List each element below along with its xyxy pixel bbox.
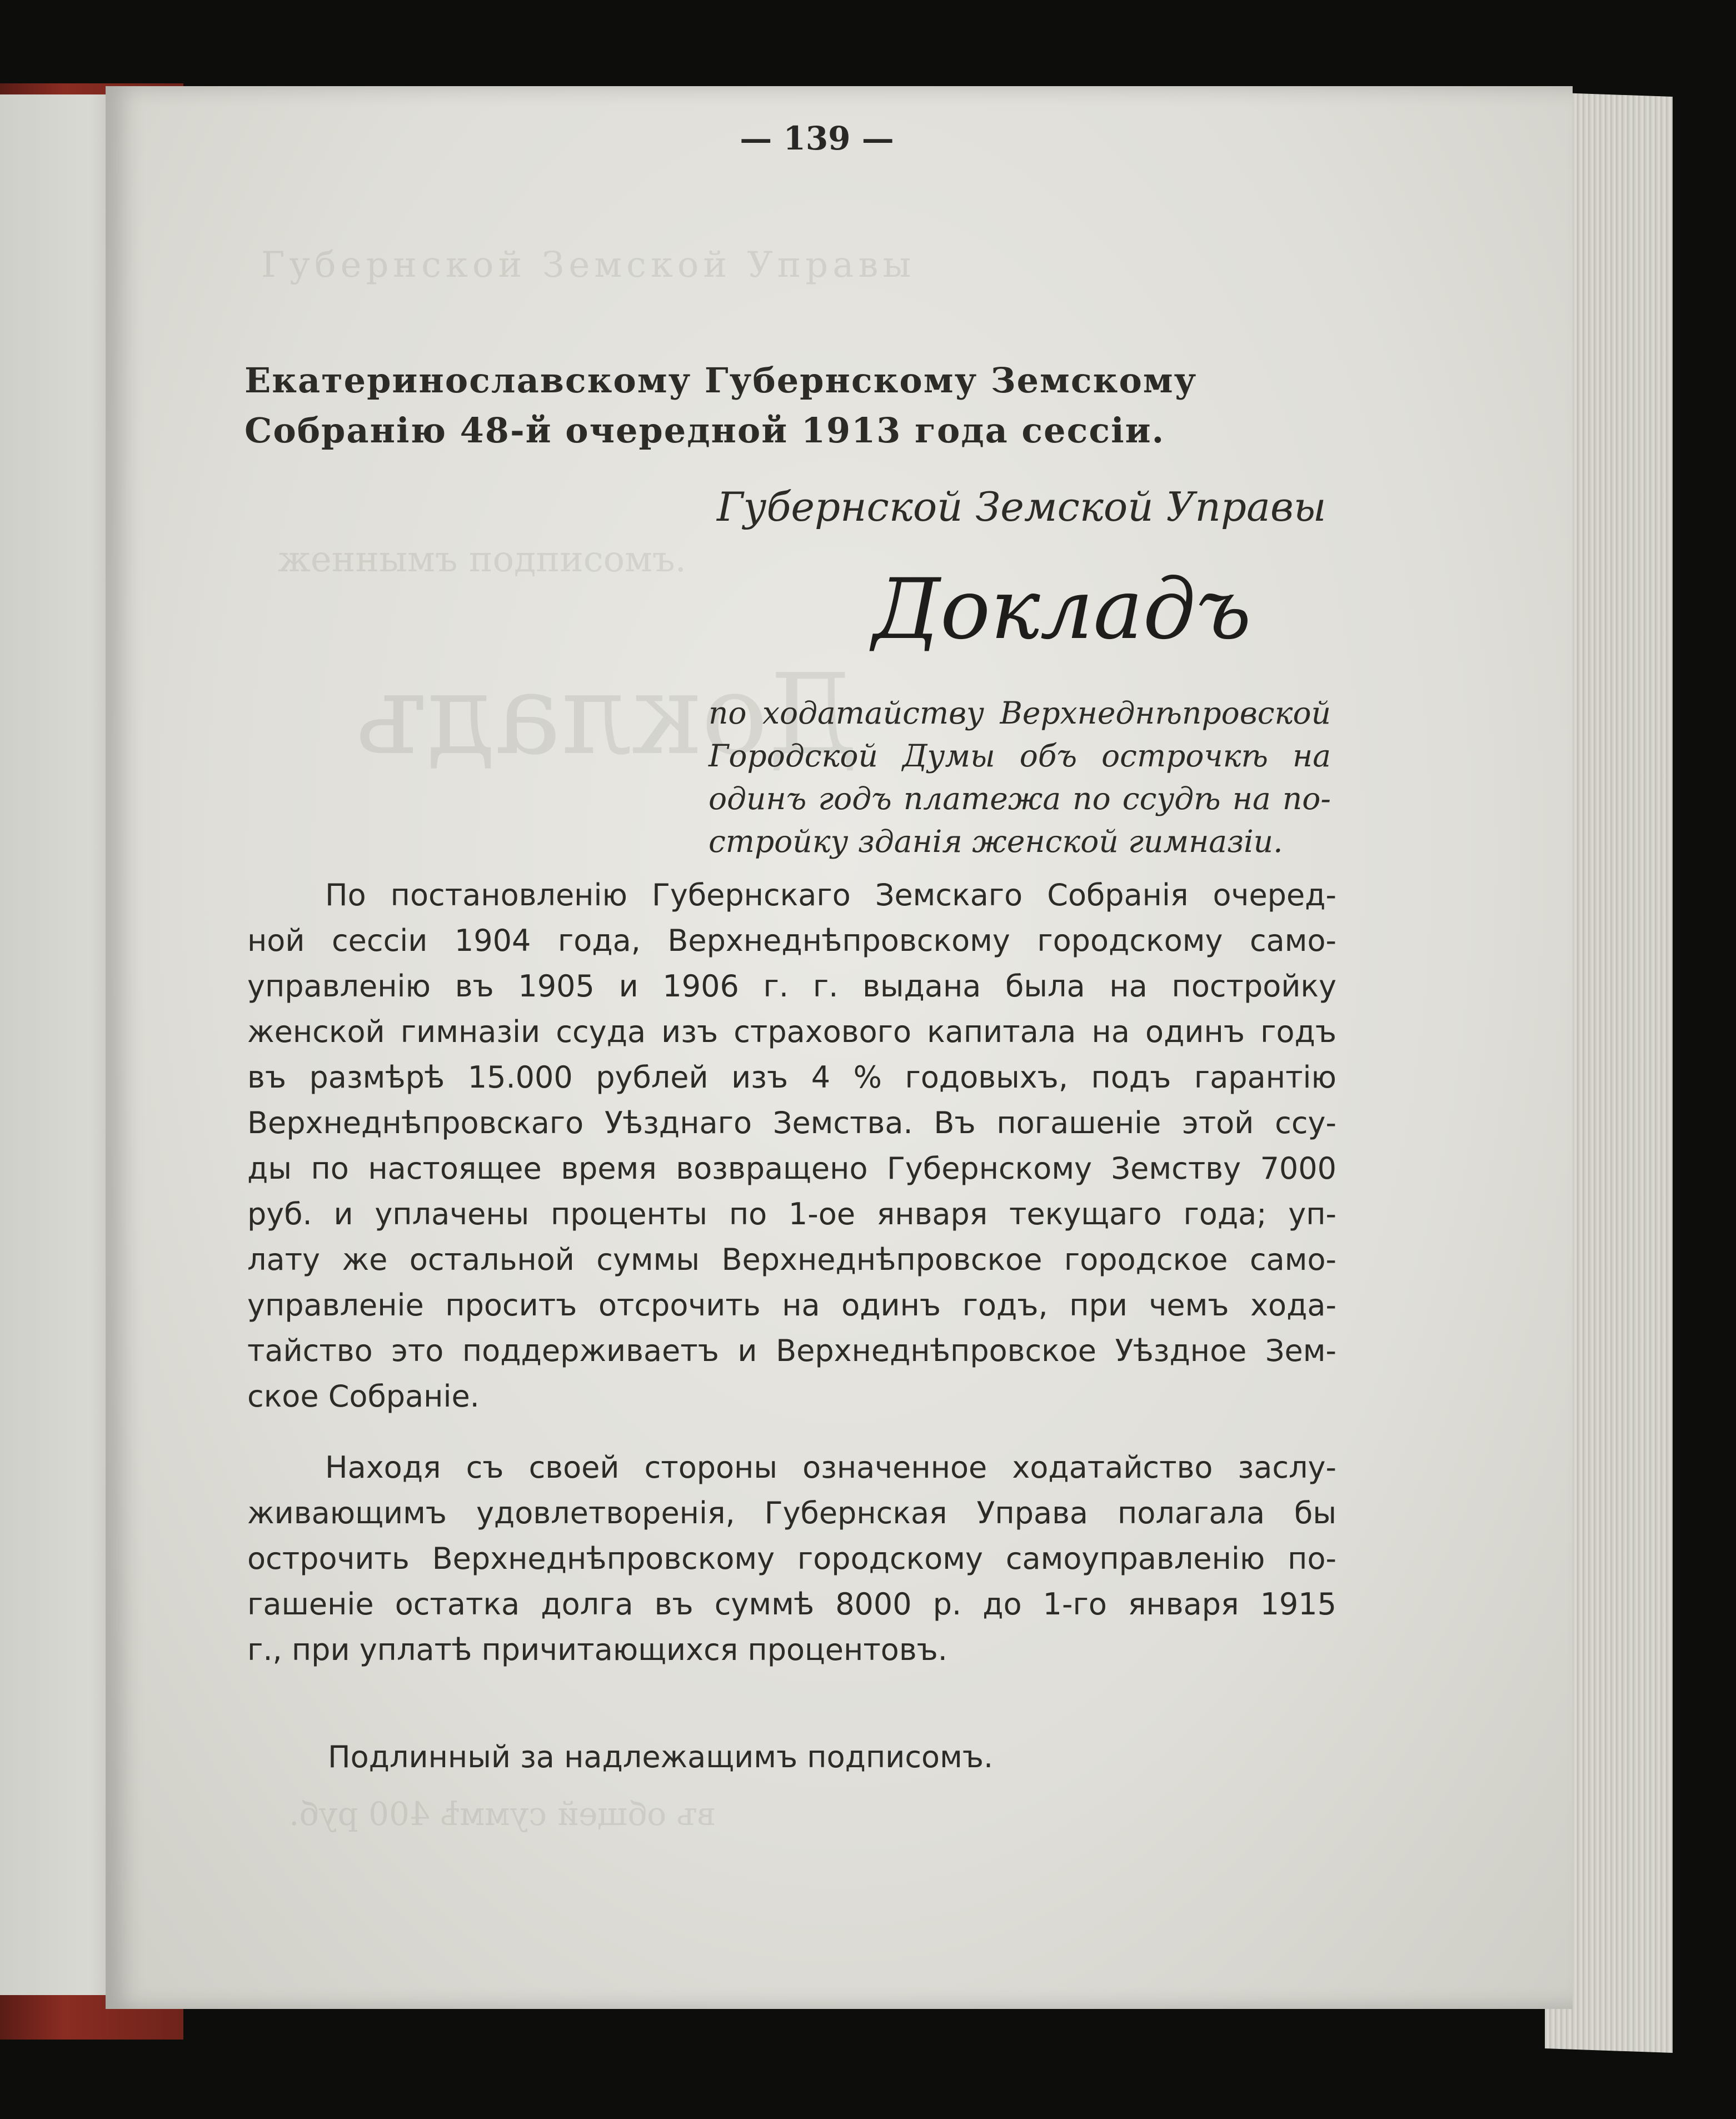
paragraph-line: ной сессіи 1904 года, Верхнеднѣпровскому городскому само- [247,923,1336,958]
paragraph-line: острочить Верхнеднѣпровскому городскому самоуправленію по- [247,1541,1336,1576]
paragraph-line: По постановленію Губернскаго Земскаго Собранія очеред- [325,877,1336,913]
bleed-through-title: Докладъ [356,650,859,780]
paragraph-line: тайство это поддерживаетъ и Верхнеднѣпровское Уѣздное Зем- [247,1333,1336,1368]
paragraph-line: управленіе проситъ отсрочить на одинъ годъ, при чемъ хода- [247,1288,1336,1323]
page-number: — 139 — [740,119,894,157]
subject-block [709,692,1331,863]
paragraph-line: Верхнеднѣпровскаго Уѣзднаго Земства. Въ погашеніе этой ссу- [247,1105,1336,1140]
paragraph-line: руб. и уплачены проценты по 1-ое января текущаго года; уп- [247,1196,1336,1231]
paragraph-line: ское Собраніе. [247,1379,480,1414]
paragraph-line: ды по настоящее время возвращено Губернскому Земству 7000 [247,1151,1336,1186]
paragraph-line: въ размѣрѣ 15.000 рублей изъ 4 % годовыхъ, подъ гарантію [247,1060,1336,1095]
bleed-through-text: женнымъ подписомъ. [278,539,686,580]
paragraph-line: живающимъ удовлетворенія, Губернская Управа полагала бы [247,1495,1336,1530]
addressee-heading [245,356,1334,456]
paragraph-line: женской гимназіи ссуда изъ страхового капитала на одинъ годъ [247,1014,1336,1049]
document-title: Докладъ [872,561,1251,658]
paragraph-line: гашеніе остатка долга въ суммѣ 8000 р. до 1-го января 1915 [247,1587,1336,1622]
subject-line: по ходатайству Верхнеднѣпровской [709,695,1331,731]
body-paragraph-1 [247,872,1336,1419]
subject-line: Городской Думы объ острочкѣ на [709,738,1331,774]
body-paragraph-2 [247,1445,1336,1673]
bleed-through-text: въ общей суммѣ 400 руб. [289,1795,716,1833]
subject-line: стройку зданія женской гимназіи. [709,824,1283,859]
paragraph-line: лату же остальной суммы Верхнеднѣпровское городское само- [247,1242,1336,1277]
addressee-line: Екатеринославскому Губернскому Земскому [245,360,1198,401]
paragraph-line: Находя съ своей стороны означенное ходатайство заслу- [325,1450,1336,1485]
paragraph-line: управленію въ 1905 и 1906 г. г. выдана была на постройку [247,969,1336,1004]
signature-note: Подлинный за надлежащимъ подписомъ. [328,1739,994,1774]
authority-line: Губернской Земской Управы [717,483,1326,530]
bleed-through-text: Губернской Земской Управы [261,245,916,286]
addressee-line: Собранію 48-й очередной 1913 года сессіи. [245,410,1165,451]
subject-line: одинъ годъ платежа по ссудѣ на по- [709,781,1331,816]
paragraph-line: г., при уплатѣ причитающихся процентовъ. [247,1632,947,1667]
